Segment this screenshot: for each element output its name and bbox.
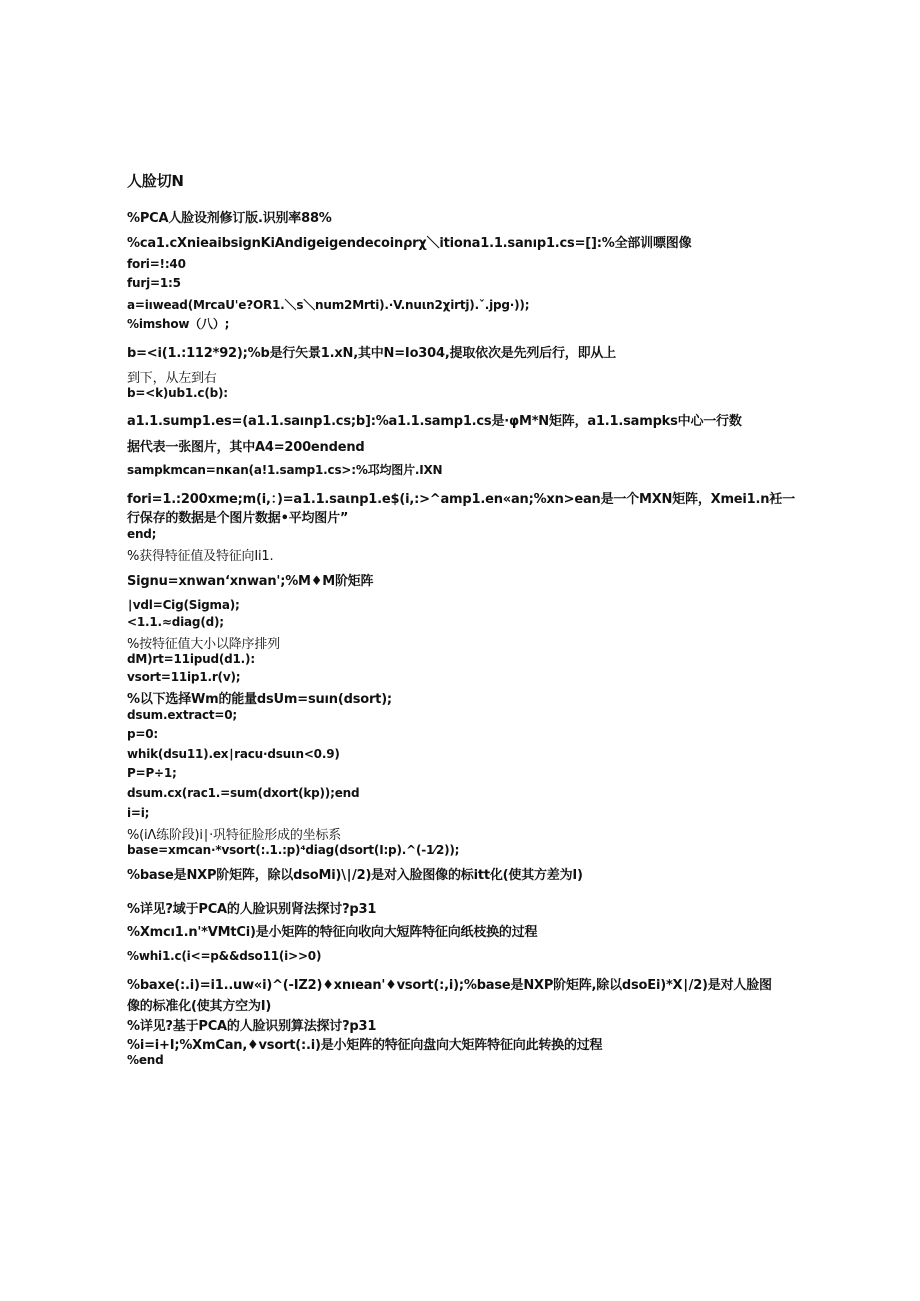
code-line: b=<k)ub1.c(b):	[127, 386, 228, 400]
code-line: P=P÷1;	[127, 766, 177, 780]
code-line: vsort=11ip1.r(v);	[127, 670, 241, 684]
code-line: %baxe(:.i)=i1..uw«i)^(-IZ2)♦xnıean'♦vsort(:,i);%base是NXP阶矩阵,除以dsoEi)*X∣/2)是对人脸图	[127, 978, 772, 993]
code-line: 到下，从左到右	[127, 371, 217, 386]
code-line: a=iıwead(MrcaU'e?OR1.＼s＼num2Mrti).·V.nuιn2χirtj).ˇ.jpg·));	[127, 298, 530, 312]
doc-title: 人脸切N	[127, 172, 184, 190]
comment-line: %详见?基于PCA的人脸识别算法探讨?p31	[127, 1019, 377, 1034]
code-line: 行保存的数据是个图片数据•平均图片”	[127, 511, 349, 526]
code-line: furj=1:5	[127, 276, 181, 290]
comment-line: %以下选择Wm的能量dsUm=suın(dsort);	[127, 692, 392, 707]
code-line: dM)rt=11ipud(d1.):	[127, 652, 255, 666]
code-line: end;	[127, 527, 157, 541]
code-line: %i=i+I;%XmCan,♦vsort(:.i)是小矩阵的特征向盘向大矩阵特征向此转换的过程	[127, 1038, 603, 1053]
code-line: dsum.cx(rac1.=sum(dxort(kp));end	[127, 786, 360, 800]
code-line: sampkmcan=nκan(a!1.samp1.cs>:%邛均图片.IXN	[127, 463, 443, 477]
comment-line: %Xmcı1.n'*VMtCi)是小矩阵的特征向收向大短阵特征向纸枝换的过程	[127, 925, 538, 940]
code-line: %ca1.cXnieaibsignKiAndigeigendecoinρrχ＼itiona1.1.sanıp1.cs=[]:%全部训嘌图像	[127, 236, 692, 251]
code-line: i=i;	[127, 806, 150, 820]
comment-line: %PCA人脸设剂修订版.识别率88%	[127, 211, 332, 226]
comment-line: %获得特征值及特征向Ii1.	[127, 549, 274, 564]
code-line: whik(dsu11).ex∣racu·dsuιn<0.9)	[127, 747, 340, 761]
code-line: <1.1.≈diag(d);	[127, 615, 224, 629]
code-line: a1.1.sump1.es=(a1.1.saınp1.cs;b]:%a1.1.samp1.cs是·φM*N矩阵，a1.1.sampks中心一行数	[127, 414, 742, 429]
comment-line: %详见?域于PCA的人脸识别肾法探讨?p31	[127, 902, 377, 917]
code-line: dsum.extract=0;	[127, 708, 238, 722]
code-line: fori=1.:200xme;m(i,：)=a1.1.saιnp1.e$(i,:>^amp1.en«an;%xn>ean是一个MXN矩阵，Xmei1.n衽一	[127, 492, 795, 507]
code-line: 据代表一张图片，其中A4=200endend	[127, 440, 365, 455]
comment-line: %按特征值大小以降序排列	[127, 637, 280, 652]
code-line: p=0:	[127, 727, 158, 741]
code-line: Signu=xnwan‘xnwan';%M♦M阶矩阵	[127, 574, 374, 589]
code-line: b=<i(1.:112*92);%b是行矢景1.xN,其中N=Io304,提取依次是先列后行，即从上	[127, 346, 616, 361]
comment-line: %(iΛ练阶段)i∣·巩特征脸形成的坐标系	[127, 828, 342, 843]
code-line: %imshow（八）;	[127, 317, 230, 331]
code-line: fori=!:40	[127, 257, 186, 271]
code-line: ∣vdl=Cig(Sigma);	[127, 598, 240, 612]
code-line: %end	[127, 1053, 164, 1067]
comment-line: %base是NXP阶矩阵，除以dsoMi)\∣/2)是对入脸图像的标itt化(使其方差为I)	[127, 868, 583, 883]
code-line: base=xmcan·*vsort(:.1.:p)⁴diag(dsort(I:p).^(-1⁄2));	[127, 843, 460, 857]
code-line: 像的标准化(使其方空为I)	[127, 999, 272, 1014]
code-line: %whi1.c(i<=p&&dso11(i>>0)	[127, 949, 322, 963]
